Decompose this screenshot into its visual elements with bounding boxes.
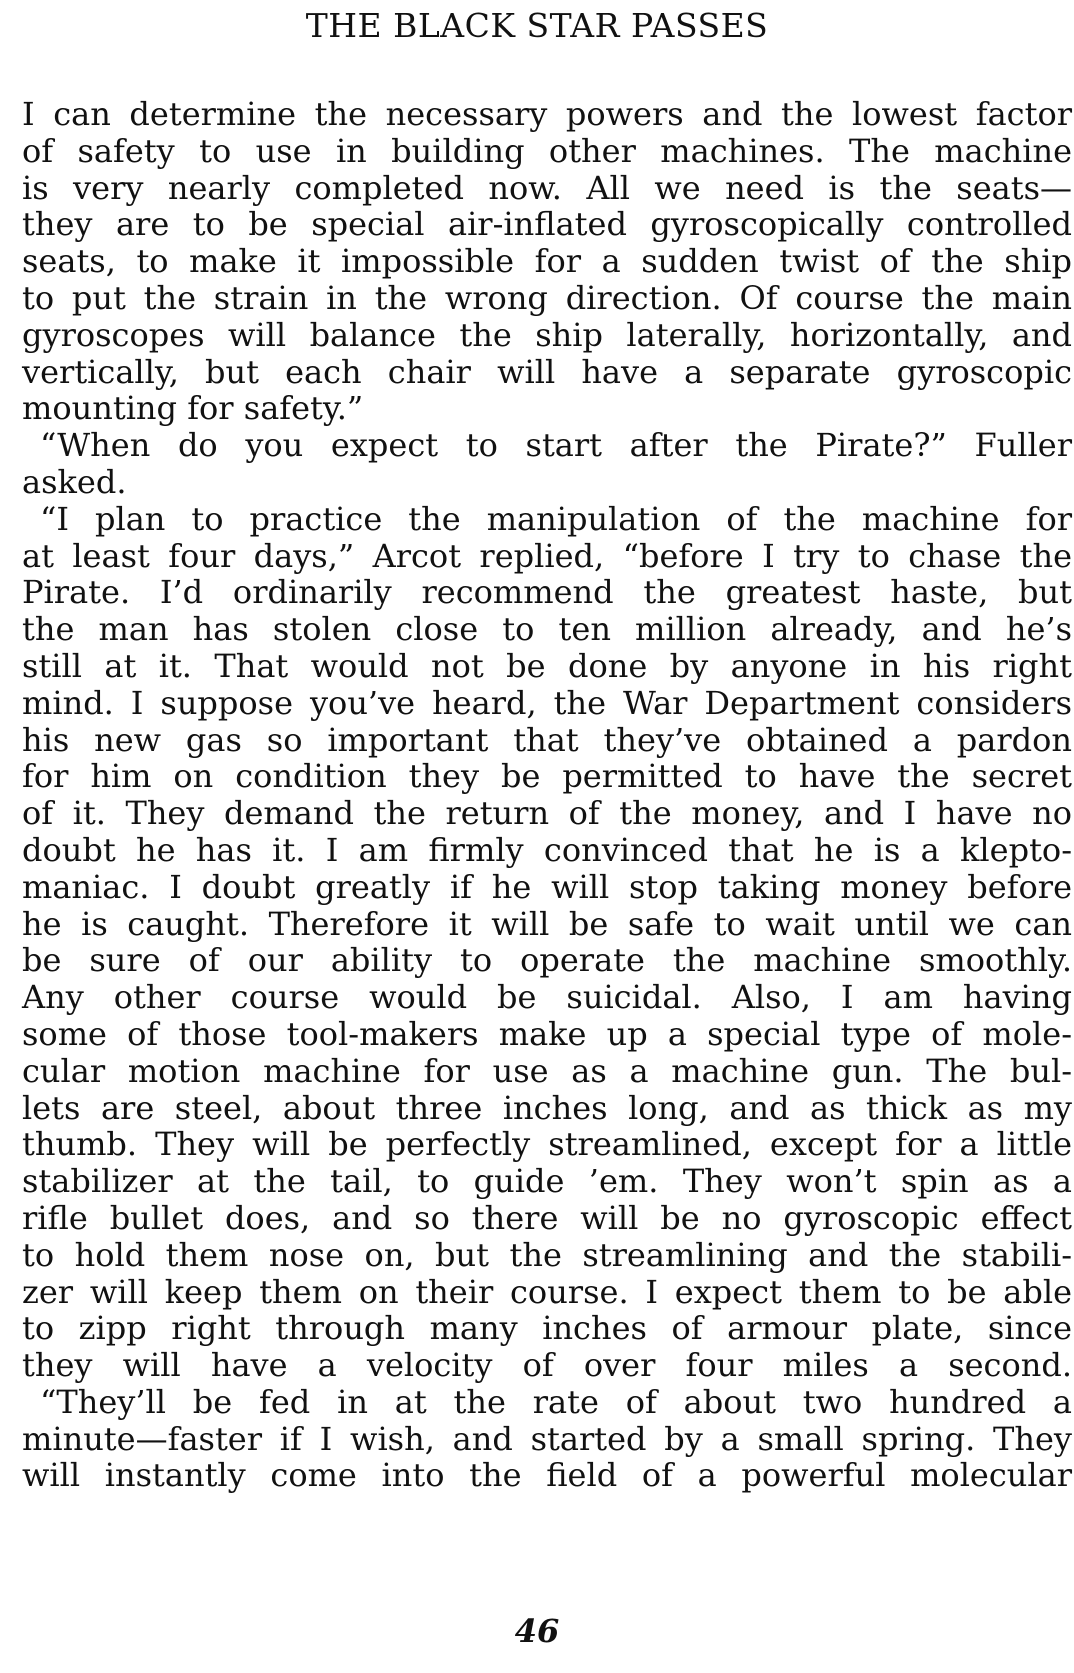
text-line: his new gas so important that they’ve obtained a pardon: [22, 720, 1072, 759]
text-line: to hold them nose on, but the streamlining and the stabili-: [22, 1235, 1072, 1274]
text-line: “They’ll be fed in at the rate of about two hundred a: [40, 1382, 1072, 1421]
page-number: 46: [514, 1612, 560, 1650]
text-line: the man has stolen close to ten million already, and he’s: [22, 610, 1072, 649]
text-line: still at it. That would not be done by anyone in his right: [22, 646, 1072, 685]
text-line: cular motion machine for use as a machine gun. The bul-: [22, 1051, 1072, 1090]
text-line: be sure of our ability to operate the machine smoothly.: [22, 941, 1072, 980]
text-line: “When do you expect to start after the Pirate?” Fuller: [40, 426, 1072, 465]
body-text: [22, 96, 1072, 1494]
text-line: of safety to use in building other machines. The machine: [22, 131, 1072, 170]
text-line: doubt he has it. I am firmly convinced that he is a klepto-: [22, 830, 1072, 869]
text-line: lets are steel, about three inches long, and as thick as my: [22, 1088, 1072, 1127]
text-line: Any other course would be suicidal. Also, I am having: [22, 978, 1072, 1017]
text-line: stabilizer at the tail, to guide ’em. They won’t spin as a: [22, 1162, 1072, 1201]
text-line: asked.: [22, 462, 127, 501]
text-line: mounting for safety.”: [22, 389, 364, 428]
text-line: they are to be special air-inflated gyroscopically controlled: [22, 205, 1072, 244]
text-line: mind. I suppose you’ve heard, the War Department considers: [22, 683, 1072, 722]
text-line: zer will keep them on their course. I expect them to be able: [22, 1272, 1072, 1311]
text-line: to zipp right through many inches of armour plate, since: [22, 1309, 1072, 1348]
text-line: is very nearly completed now. All we need is the seats—: [22, 168, 1072, 207]
text-line: seats, to make it impossible for a sudden twist of the ship: [22, 242, 1072, 281]
text-line: gyroscopes will balance the ship laterally, horizontally, and: [22, 315, 1072, 354]
text-line: he is caught. Therefore it will be safe to wait until we can: [22, 904, 1072, 943]
text-line: Pirate. I’d ordinarily recommend the greatest haste, but: [22, 573, 1072, 612]
paragraph-1: [22, 96, 1072, 427]
text-line: I can determine the necessary powers and the lowest factor: [22, 95, 1072, 133]
text-line: rifle bullet does, and so there will be no gyroscopic effect: [22, 1198, 1072, 1237]
text-line: will instantly come into the field of a powerful molecular: [22, 1456, 1072, 1495]
text-line: minute—faster if I wish, and started by a small spring. They: [22, 1419, 1072, 1458]
paragraph-2: [22, 427, 1072, 501]
text-line: they will have a velocity of over four miles a second.: [22, 1346, 1072, 1385]
text-line: of it. They demand the return of the money, and I have no: [22, 794, 1072, 833]
paragraph-4: [22, 1384, 1072, 1494]
text-line: vertically, but each chair will have a separate gyroscopic: [22, 352, 1072, 391]
paragraph-3: [22, 501, 1072, 1384]
running-head-title: THE BLACK STAR PASSES: [305, 6, 769, 45]
text-line: at least four days,” Arcot replied, “before I try to chase the: [22, 536, 1072, 575]
text-line: some of those tool-makers make up a special type of mole-: [22, 1014, 1072, 1053]
text-line: for him on condition they be permitted to have the secret: [22, 757, 1072, 796]
text-line: to put the strain in the wrong direction. Of course the main: [22, 278, 1072, 317]
text-line: maniac. I doubt greatly if he will stop taking money before: [22, 867, 1072, 906]
text-line: thumb. They will be perfectly streamlined, except for a little: [22, 1125, 1072, 1164]
text-line: “I plan to practice the manipulation of the machine for: [40, 499, 1072, 538]
